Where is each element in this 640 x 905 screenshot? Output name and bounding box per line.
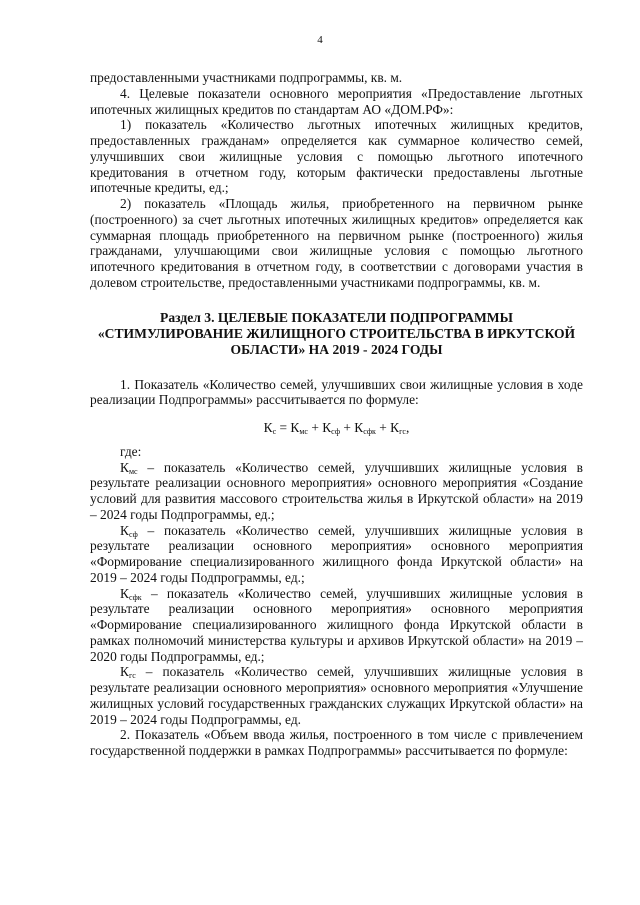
paragraph-carry-over: предоставленными участниками подпрограммы, кв. м. xyxy=(90,70,403,85)
where-label: где: xyxy=(120,443,142,459)
paragraph-item-4: 4. Целевые показатели основного мероприятия «Предоставление льготных ипотечных жилищных кредитов по стандартам АО «ДОМ.РФ»: xyxy=(90,85,583,117)
paragraph-indicator-1: 1. Показатель «Количество семей, улучшивших свои жилищные условия в ходе реализации Подпрограммы» рассчитывается по формуле: xyxy=(90,376,583,408)
definition-k-ms: $К_{мс}$ – показатель «Количество семей, улучшивших жилищные условия в результате реализации основного мероприятия» основного мероприятия «Создание условий для развития массового строительства жилья в Иркутской области» на 2019 – 2024 годы Подпрограммы, ед.; xyxy=(90,459,583,522)
definition-k-sf: $К_{сф}$ – показатель «Количество семей, улучшивших жилищные условия в результате реализации основного мероприятия» основного мероприятия «Формирование специализированного жилищного фонда Иркутской области» на 2019 – 2024 годы Подпрограммы, ед.; xyxy=(90,522,583,585)
paragraph-item-4-1: 1) показатель «Количество льготных ипотечных жилищных кредитов, предоставленных гражданам» определяется как суммарное количество семей, улучшивших свои жилищные условия с помощью льготного ипотечного кредитования в отчетном году, которым фактически предоставлены льготные ипотечные кредиты, ед.; xyxy=(90,117,583,196)
section-heading: Раздел 3. ЦЕЛЕВЫЕ ПОКАЗАТЕЛИ ПОДПРОГРАММЫ «СТИМУЛИРОВАНИЕ ЖИЛИЩНОГО СТРОИТЕЛЬСТВА В ИРКУТСКОЙ ОБЛАСТИ» НА 2019 - 2024 ГОДЫ xyxy=(97,309,576,357)
paragraph-item-4-2: 2) показатель «Площадь жилья, приобретенного на первичном рынке (построенного) за счет льготных ипотечных жилищных кредитов» определяется как суммарная площадь приобретенного на первичном рынке (построенного) жилья гражданами, улучшающими свои жилищные условия с помощью льготного ипотечного кредитования в отчетном году, в соответствии с договорами участия в долевом строительстве, предоставленными участниками подпрограммы, кв. м. xyxy=(90,196,583,290)
definition-k-sfk: $К_{сфк}$ – показатель «Количество семей, улучшивших жилищные условия в результате реализации основного мероприятия» основного мероприятия «Формирование специализированного жилищного фонда Иркутской области в рамках полномочий министерства культуры и архивов Иркутской области» на 2019 – 2020 годы Подпрограммы, ед.; xyxy=(90,585,583,664)
document-body xyxy=(90,70,583,759)
paragraph-indicator-2: 2. Показатель «Объем ввода жилья, построенного в том числе с привлечением государственной поддержки в рамках Подпрограммы» рассчитывается по формуле: xyxy=(90,727,583,758)
page-number: 4 xyxy=(317,34,323,46)
formula: $К_с = К_{мс} + К_{сф} + К_{сфк} + К_{гс}$, xyxy=(263,420,410,436)
definition-k-gs: $К_{гс}$ – показатель «Количество семей, улучшивших жилищные условия в результате реализации основного мероприятия» основного мероприятия «Улучшение жилищных условий государственных гражданских служащих Иркутской области» на 2019 – 2024 годы Подпрограммы, ед. xyxy=(90,664,583,727)
